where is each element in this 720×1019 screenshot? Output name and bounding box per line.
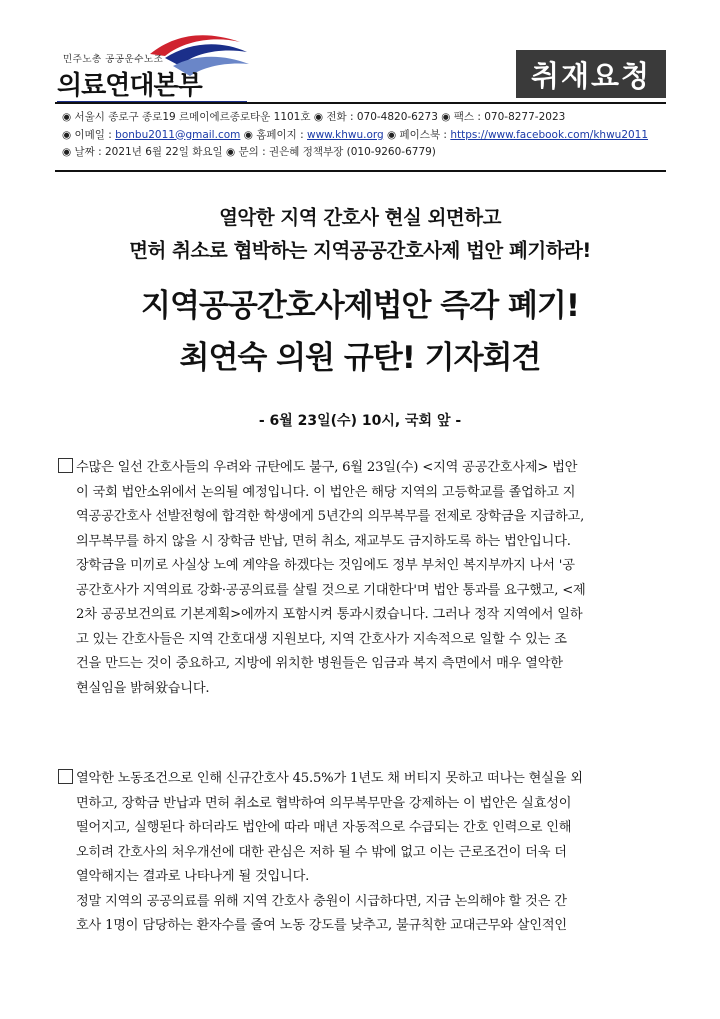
event-date-line: - 6월 23일(수) 10시, 국회 앞 - [258, 413, 462, 429]
paragraph-line: 정말 지역의 공공의료를 위해 지역 간호사 충원이 시급하다면, 지금 논의해야 할 것은 간 [76, 893, 567, 909]
paragraph-line: 열악한 노동조건으로 인해 신규간호사 45.5%가 1년도 채 버티지 못하고 떠나는 현실을 외 [76, 771, 583, 786]
press-request-badge [516, 50, 666, 98]
main-title-line-2: 최연숙 의원 규탄! 기자회견 [179, 340, 541, 376]
checkbox-bullet-icon [58, 458, 73, 473]
paragraph-line: 공간호사가 지역의료 강화·공공의료를 살릴 것으로 기대한다'며 법안 통과를 요구했고, <제 [76, 582, 586, 598]
contact-text: ◉ 이메일 : [62, 128, 116, 141]
org-name: 의료연대본부 [57, 71, 202, 101]
paragraph-line: 호사 1명이 담당하는 환자수를 줄여 노동 강도를 낮추고, 불규칙한 교대근무와 살인적인 [76, 918, 567, 933]
paragraph-line: 고 있는 간호사들은 지역 간호대생 지원보다, 지역 간호사가 지속적으로 일할 수 있는 조 [76, 631, 567, 647]
paragraph-line: 의무복무를 하지 않을 시 장학금 반납, 면허 취소, 재교부도 금지하도록 하는 법안입니다. [76, 533, 571, 549]
paragraph-line: 역공공간호사 선발전형에 합격한 학생에게 5년간의 의무복무를 전제로 장학금을 지급하고, [76, 509, 585, 524]
contact-text: ◉ 날짜 : 2021년 6월 22일 화요일 ◉ 문의 : 권은혜 정책부장 (010-9260-6779) [62, 146, 436, 158]
contact-text: ◉ 페이스북 : [383, 128, 451, 141]
contact-link[interactable]: www.khwu.org [307, 128, 384, 141]
contact-link[interactable]: https://www.facebook.com/khwu2011 [450, 128, 649, 141]
paragraph-line: 수많은 일선 간호사들의 우려와 규탄에도 불구, 6월 23일(수) <지역 공공간호사제> 법안 [76, 460, 578, 475]
checkbox-bullet-icon [58, 769, 73, 784]
contact-text: ◉ 서울시 종로구 종로19 르메이에르종로타운 1101호 ◉ 전화 : 070-4820-6273 ◉ 팩스 : 070-8277-2023 [62, 111, 566, 123]
contact-info [62, 109, 648, 162]
contact-info-line [62, 109, 648, 127]
paragraph-line: 현실임을 밝혀왔습니다. [76, 680, 210, 696]
contact-info-line [62, 127, 648, 145]
contact-info-line [62, 144, 648, 162]
org-small-name: 민주노총 공공운수노조 [63, 54, 164, 65]
paragraph-line: 열악해지는 결과로 나타나게 될 것입니다. [76, 869, 310, 884]
main-title-line-1: 지역공공간호사제법안 즉각 폐기! [141, 288, 579, 324]
contact-text: ◉ 홈페이지 : [240, 128, 307, 141]
header-divider-top [55, 102, 666, 104]
paragraph-1 [58, 456, 678, 701]
paragraph-line: 장학금을 미끼로 사실상 노예 계약을 하겠다는 것임에도 정부 부처인 복지부까지 나서 '공 [76, 558, 575, 573]
header-divider-bottom [55, 170, 666, 172]
paragraph-line: 면하고, 장학금 반납과 면허 취소로 협박하여 의무복무만을 강제하는 이 법안은 실효성이 [76, 795, 572, 811]
subtitle-line-2: 면허 취소로 협박하는 지역공공간호사제 법안 폐기하라! [129, 239, 591, 262]
subtitle-line-1: 열악한 지역 간호사 현실 외면하고 [219, 206, 501, 229]
paragraph-line: 건을 만드는 것이 중요하고, 지방에 위치한 병원들은 임금과 복지 측면에서 매우 열악한 [76, 656, 563, 671]
contact-link[interactable]: bonbu2011@gmail.com [115, 128, 241, 141]
paragraph-line: 이 국회 법안소위에서 논의될 예정입니다. 이 법안은 해당 지역의 고등학교를 졸업하고 지 [76, 484, 576, 500]
badge-label: 취재요청 [530, 58, 652, 93]
paragraph-2 [58, 767, 678, 939]
paragraph-line: 떨어지고, 실행된다 하더라도 법안에 따라 매년 자동적으로 수급되는 간호 인력으로 인해 [76, 820, 572, 835]
org-logo [55, 26, 255, 101]
paragraph-line: 2차 공공보건의료 기본계획>에까지 포함시켜 통과시켰습니다. 그러나 정작 지역에서 일하 [76, 607, 583, 622]
paragraph-line: 오히려 간호사의 처우개선에 대한 관심은 저하 될 수 밖에 없고 이는 근로조건이 더욱 더 [76, 844, 567, 860]
